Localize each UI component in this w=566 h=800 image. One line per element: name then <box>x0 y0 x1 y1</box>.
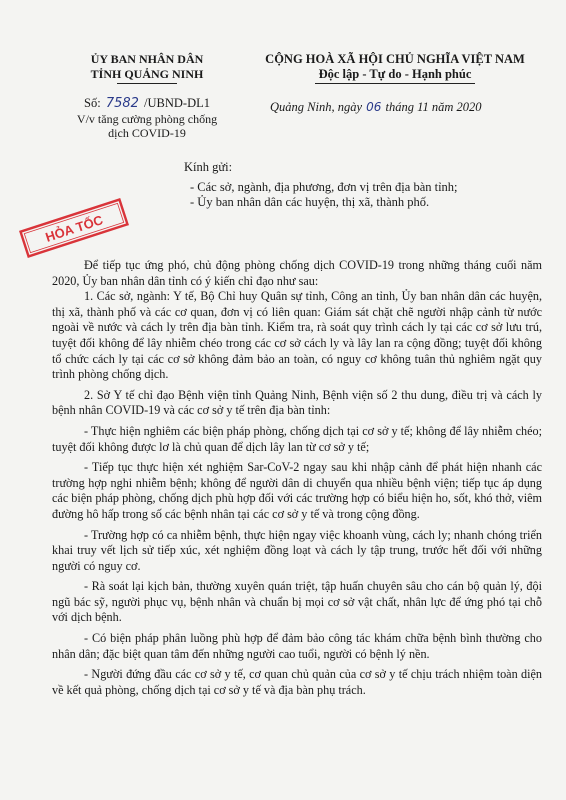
nation-title: CỘNG HOÀ XÃ HỘI CHỦ NGHĨA VIỆT NAM <box>265 52 525 66</box>
body-paragraph: - Trường hợp có ca nhiễm bệnh, thực hiện ngay việc khoanh vùng, cách ly; nhanh chóng triển khai truy vết lịch sử tiếp xúc, xét nghiệm đồng loạt và cách ly tập trung, trước hết đối với những người có nguy cơ. <box>52 527 542 573</box>
issuing-agency <box>52 52 242 84</box>
urgent-stamp-graphic <box>18 196 131 260</box>
agency-line-2: TỈNH QUẢNG NINH <box>90 67 204 81</box>
doc-number-suffix: /UBND-DL1 <box>144 96 210 110</box>
document-body <box>52 258 542 698</box>
body-paragraph: - Rà soát lại kịch bản, thường xuyên quán triệt, tập huấn chuyên sâu cho cán bộ quản lý, đội ngũ bác sỹ, người phục vụ, bệnh nhân và chuẩn bị mọi cơ sở vật chất, nhân lực để ứng phó tại chỗ với dịch bệnh. <box>52 579 542 625</box>
body-paragraph: Để tiếp tục ứng phó, chủ động phòng chống dịch COVID-19 trong những tháng cuối năm 2020, Ủy ban nhân dân tỉnh có ý kiến chỉ đạo như sau: <box>52 258 542 288</box>
issue-date <box>270 100 482 115</box>
agency-underline <box>117 83 177 84</box>
body-paragraph: 1. Các sở, ngành: Y tế, Bộ Chỉ huy Quân sự tỉnh, Công an tỉnh, Ủy ban nhân dân các huyện, thị xã, thành phố và các cơ quan, đơn vị có liên quan: Giám sát chặt chẽ người nhập cảnh từ nước ngoài về nước và cách ly trên địa bàn tỉnh. Kiểm tra, rà soát quy trình cách ly tại các cơ sở lưu trú, tuyệt đối không để lây nhiễm chéo trong các cơ sở cách ly và lây lan ra cộng đồng; tuyệt đối không tổ chức cách ly tại các cơ sở không đảm bảo an toàn, có nguy cơ không tuân thủ nghiêm ngặt quy trình phòng chống dịch. <box>52 289 542 382</box>
date-suffix: tháng 11 năm 2020 <box>385 100 482 114</box>
date-day-handwritten: 06 <box>366 100 382 114</box>
agency-line-1: ỦY BAN NHÂN DÂN <box>90 52 204 66</box>
body-paragraph: 2. Sở Y tế chỉ đạo Bệnh viện tỉnh Quảng Ninh, Bệnh viện số 2 thu dung, điều trị và cách ly bệnh nhân COVID-19 và các cơ sở y tế trên địa bàn tỉnh: <box>52 387 542 418</box>
recipients-list <box>190 180 540 210</box>
recipient-item: - Ủy ban nhân dân các huyện, thị xã, thành phố. <box>190 195 430 209</box>
body-paragraph: - Thực hiện nghiêm các biện pháp phòng, chống dịch tại cơ sở y tế; không để lây nhiễm chéo; tuyệt đối không được lơ là chủ quan để dịch lây lan từ cơ sở y tế; <box>52 423 542 454</box>
date-prefix: Quảng Ninh, ngày <box>270 100 363 114</box>
body-paragraph: - Tiếp tục thực hiện xét nghiệm Sar-CoV-2 ngay sau khi nhập cảnh để phát hiện nhanh các trường hợp nghi nhiễm bệnh; không để người dân di chuyển qua nhiều bệnh viện; tiếp tục áp dụng các biện pháp phòng, chống dịch phù hợp đối với các trường hợp có biểu hiện ho, sốt, khó thở, viêm đường hô hấp trong số các bệnh nhân tại các cơ sở y tế và trong cộng đồng. <box>52 460 542 521</box>
urgent-stamp-text: HỎA TỐC <box>43 212 105 245</box>
urgent-stamp <box>18 196 131 260</box>
recipients-label: Kính gửi: <box>184 160 233 174</box>
national-motto: Độc lập - Tự do - Hạnh phúc <box>318 67 472 81</box>
subject-line-2: dịch COVID-19 <box>108 126 186 140</box>
document-number <box>84 96 210 111</box>
national-heading <box>250 52 540 84</box>
doc-number-handwritten: 7582 <box>105 96 139 111</box>
body-paragraph: - Có biện pháp phân luồng phù hợp để đảm bảo công tác khám chữa bệnh bình thường cho nhân dân; đặc biệt quan tâm đến những người cao tuổi, người có bệnh lý nền. <box>52 631 542 661</box>
motto-underline <box>315 83 475 84</box>
document-subject <box>52 112 242 140</box>
recipient-item: - Các sở, ngành, địa phương, đơn vị trên địa bàn tỉnh; <box>190 180 458 194</box>
body-paragraph: - Người đứng đầu các cơ sở y tế, cơ quan chủ quản của cơ sở y tế chịu trách nhiệm toàn diện về kết quả phòng, chống dịch tại cơ sở y tế và địa bàn phụ trách. <box>52 667 542 697</box>
doc-number-prefix: Số: <box>84 96 101 110</box>
subject-line-1: V/v tăng cường phòng chống <box>76 112 218 126</box>
